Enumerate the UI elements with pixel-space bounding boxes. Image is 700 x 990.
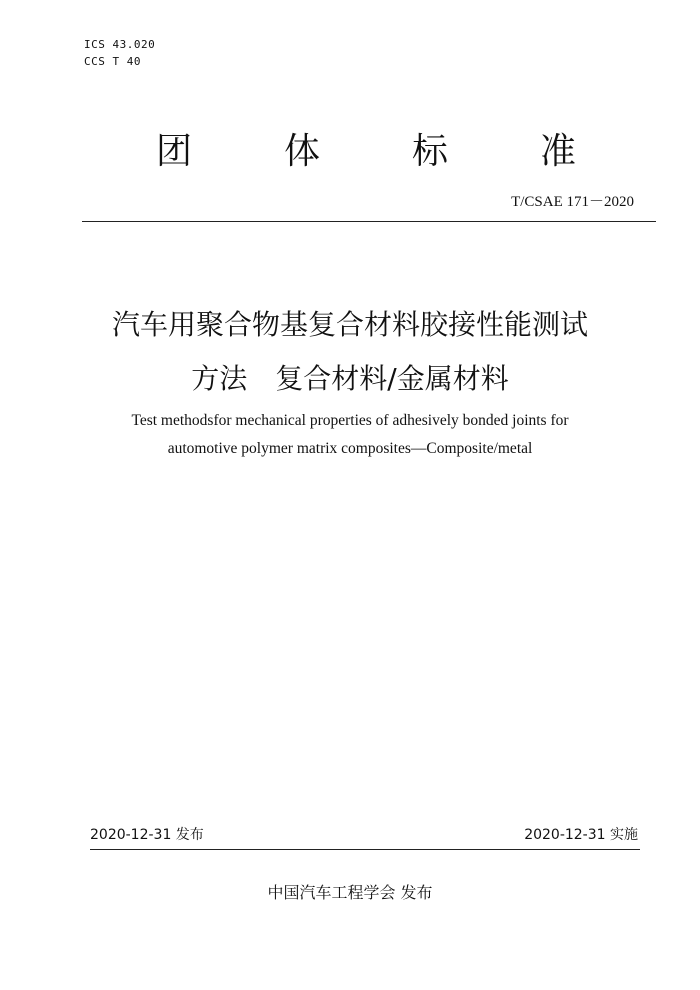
chinese-title-line-2: 方法 复合材料/金属材料 <box>191 362 509 395</box>
header-divider <box>82 221 656 222</box>
classification-codes <box>84 36 155 70</box>
standard-type-char: 准 <box>540 131 577 172</box>
standard-type-heading <box>0 124 700 180</box>
english-title-line-1: Test methodsfor mechanical properties of adhesively bonded joints for <box>131 412 569 429</box>
standard-number: T/CSAE 171－2020 <box>511 194 634 210</box>
chinese-title-line-1: 汽车用聚合物基复合材料胶接性能测试 <box>111 308 588 341</box>
publisher: 中国汽车工程学会 发布 <box>267 883 433 902</box>
issue-date: 2020-12-31 发布 <box>90 827 204 843</box>
standard-type-char: 团 <box>156 131 193 172</box>
footer-divider <box>90 849 640 850</box>
ics-code: ICS 43.020 <box>84 38 156 51</box>
ccs-code: CCS T 40 <box>84 55 141 68</box>
standard-type-char: 标 <box>412 131 449 172</box>
implementation-date: 2020-12-31 实施 <box>524 827 638 843</box>
standard-type-char: 体 <box>284 131 321 172</box>
english-title-line-2: automotive polymer matrix composites—Composite/metal <box>167 440 533 457</box>
